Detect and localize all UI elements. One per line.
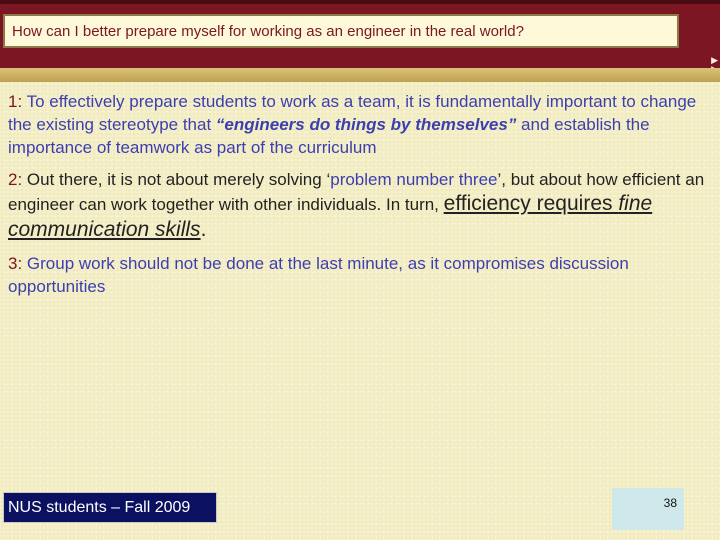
slide-content [8,90,708,307]
point-2-big-italic: fine communication skills [8,192,653,241]
point-2-big-text: efficiency requires [443,192,619,215]
point-3-number: 3: [8,254,23,273]
point-2-end: . [200,218,207,241]
header-top-edge [0,0,720,4]
double-arrow-icon: ▶ [711,55,718,65]
title-box [3,14,679,48]
page-number: 38 [663,496,677,510]
point-1-emphasis: “engineers do things by themselves” [215,115,517,134]
page-number-box [612,488,684,530]
footer-label: NUS students – Fall 2009 [8,499,191,516]
point-1 [8,90,708,159]
footer-label-box [3,492,217,523]
point-1-text-b: and establish the importance of teamwork as part of the curriculum [8,115,650,157]
point-2-number: 2: [8,170,23,189]
point-2 [8,168,708,243]
gold-divider-bar [0,68,720,82]
point-2-text-b: ’, but about how efficient an engineer can work together with other individuals. In turn, [8,170,705,214]
slide-title: How can I better prepare myself for working as an engineer in the real world? [12,23,524,40]
point-3 [8,252,708,298]
point-1-number: 1: [8,92,23,111]
point-2-quote: problem number three [330,170,498,189]
point-1-text-a: To effectively prepare students to work as a team, it is fundamentally important to change the existing stereotype that [8,92,697,134]
point-3-text-a: Group work should not be done at the last minute, as it compromises discussion opportunities [8,254,629,296]
point-2-text-a: Out there, it is not about merely solving ‘ [22,170,331,189]
